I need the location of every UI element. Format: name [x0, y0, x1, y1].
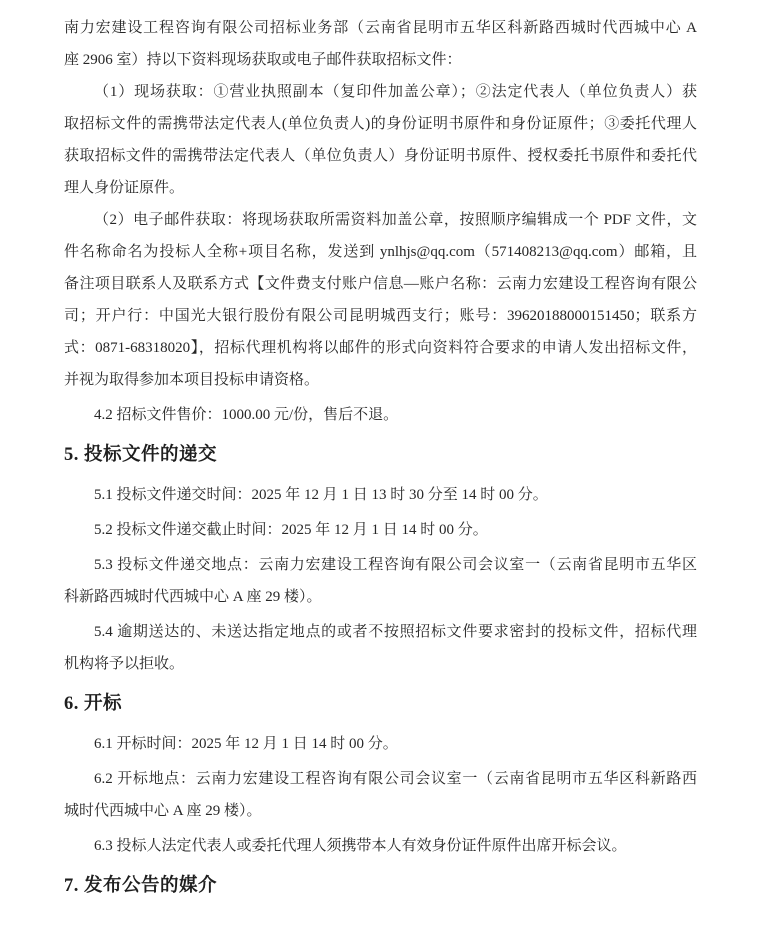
document-line: 6.1 开标时间：2025 年 12 月 1 日 14 时 00 分。: [94, 736, 398, 752]
document-line: 式：0871-68318020】，招标代理机构将以邮件的形式向资料符合要求的申请人发出招标文件，: [64, 340, 697, 356]
document-line: 5.3 投标文件递交地点：云南力宏建设工程咨询有限公司会议室一（云南省昆明市五华区: [94, 557, 697, 573]
document-line: （1）现场获取：①营业执照副本（复印件加盖公章）；②法定代表人（单位负责人）获: [94, 84, 697, 100]
document-line: 6.2 开标地点：云南力宏建设工程咨询有限公司会议室一（云南省昆明市五华区科新路西: [94, 771, 697, 787]
document-line: 座 2906 室）持以下资料现场获取或电子邮件获取招标文件：: [64, 52, 462, 68]
document-line: 科新路西城时代西城中心 A 座 29 楼）。: [64, 589, 322, 605]
document-line: 南力宏建设工程咨询有限公司招标业务部（云南省昆明市五华区科新路西城时代西城中心 A: [64, 20, 697, 36]
document-line: （2）电子邮件获取：将现场获取所需资料加盖公章，按照顺序编辑成一个 PDF 文件，文: [94, 212, 697, 228]
document-line: 取招标文件的需携带法定代表人(单位负责人)的身份证明书原件和身份证原件；③委托代理人: [64, 116, 697, 132]
section-heading: 5. 投标文件的递交: [64, 445, 218, 465]
document-line: 城时代西城中心 A 座 29 楼）。: [64, 803, 262, 819]
document-line: 件名称命名为投标人全称+项目名称，发送到 ynlhjs@qq.com（571408213@qq.com）邮箱，且: [64, 244, 697, 260]
document-line: 6.3 投标人法定代表人或委托代理人须携带本人有效身份证件原件出席开标会议。: [94, 838, 627, 854]
document-line: 5.1 投标文件递交时间：2025 年 12 月 1 日 13 时 30 分至 14 时 00 分。: [94, 487, 548, 503]
section-heading: 6. 开标: [64, 694, 123, 714]
section-heading: 7. 发布公告的媒介: [64, 876, 218, 896]
document-line: 5.2 投标文件递交截止时间：2025 年 12 月 1 日 14 时 00 分。: [94, 522, 488, 538]
document-line: 司；开户行：中国光大银行股份有限公司昆明城西支行；账号：39620188000151450；联系方: [64, 308, 697, 324]
document-line: 机构将予以拒收。: [64, 656, 185, 672]
document-line: 5.4 逾期送达的、未送达指定地点的或者不按照招标文件要求密封的投标文件，招标代理: [94, 624, 697, 640]
document-line: 理人身份证原件。: [64, 180, 185, 196]
document-line: 4.2 招标文件售价：1000.00 元/份，售后不退。: [94, 407, 399, 423]
document-line: 获取招标文件的需携带法定代表人（单位负责人）身份证明书原件、授权委托书原件和委托代: [64, 148, 697, 164]
document-line: 并视为取得参加本项目投标申请资格。: [64, 372, 320, 388]
document-line: 备注项目联系人及联系方式【文件费支付账户信息—账户名称：云南力宏建设工程咨询有限公: [64, 276, 697, 292]
